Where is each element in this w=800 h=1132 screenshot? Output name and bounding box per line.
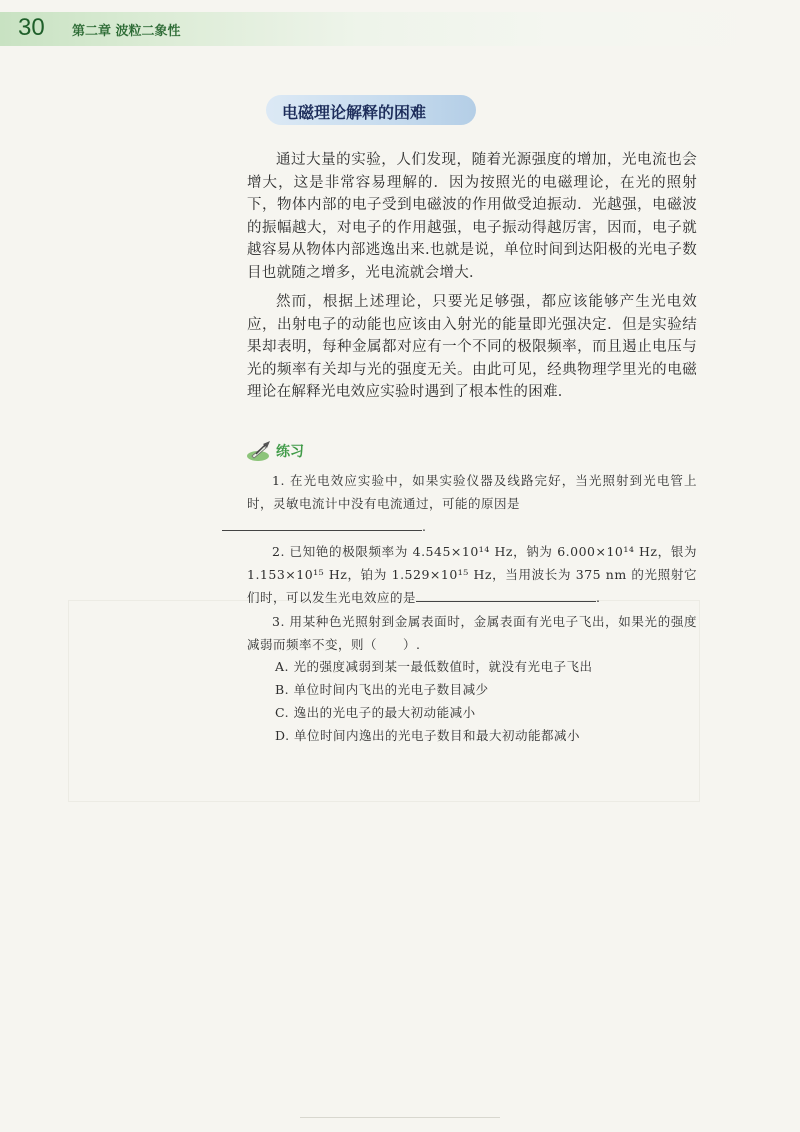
exercise-heading [246, 440, 304, 462]
option-d: D. 单位时间内逸出的光电子数目和最大初动能都减小 [275, 728, 581, 743]
pen-paper-icon [246, 440, 272, 462]
option-c: C. 逸出的光电子的最大初动能减小 [275, 705, 476, 720]
exercise-question-3: 3. 用某种色光照射到金属表面时，金属表面有光电子飞出，如果光的强度减弱而频率不变，则（ ）. [247, 614, 697, 652]
page-number: 30 [18, 14, 45, 41]
exercise-question-1 [247, 469, 697, 538]
answer-blank-1[interactable] [222, 516, 422, 531]
paragraph-1: 通过大量的实验，人们发现，随着光源强度的增加，光电流也会增大，这是非常容易理解的．因为按照光的电磁理论，在光的照射下，物体内部的电子受到电磁波的作用做受迫振动．光越强，电磁波的振幅越大，对电子的作用越强，电子振动得越厉害，因而，电子就越容易从物体内部逃逸出来.也就是说，单位时间到达阳极的光电子数目也就随之增多，光电流就会增大． [247, 152, 697, 281]
section-title: 电磁理论解释的困难 [282, 103, 427, 122]
question-1-end: . [422, 519, 427, 534]
question-2-end: . [596, 590, 601, 605]
paragraph-2: 然而，根据上述理论，只要光足够强，都应该能够产生光电效应，出射电子的动能也应该由入射光的能量即光强决定．但是实验结果却表明，每种金属都对应有一个不同的极限频率，而且遏止电压与光的频率有关却与光的强度无关。由此可见，经典物理学里光的电磁理论在解释光电效应实验时遇到了根本性的困难． [247, 294, 697, 400]
chapter-title: 第二章 波粒二象性 [72, 24, 181, 39]
question-1-text: 1. 在光电效应实验中，如果实验仪器及线路完好，当光照射到光电管上时，灵敏电流计中没有电流通过，可能的原因是 [247, 473, 697, 511]
exercise-title: 练习 [276, 444, 304, 460]
option-b: B. 单位时间内飞出的光电子数目减少 [275, 682, 489, 697]
bottom-rule [300, 1117, 500, 1118]
option-a: A. 光的强度减弱到某一最低数值时，就没有光电子飞出 [275, 659, 593, 674]
exercise-question-2 [247, 540, 697, 609]
answer-blank-2[interactable] [416, 587, 596, 602]
question-2-text: 2. 已知铯的极限频率为 4.545×10¹⁴ Hz，钠为 6.000×10¹⁴ Hz，银为 1.153×10¹⁵ Hz，铂为 1.529×10¹⁵ Hz，当用波长为 375 nm 的光照射它们时，可以发生光电效应的是 [247, 544, 697, 605]
